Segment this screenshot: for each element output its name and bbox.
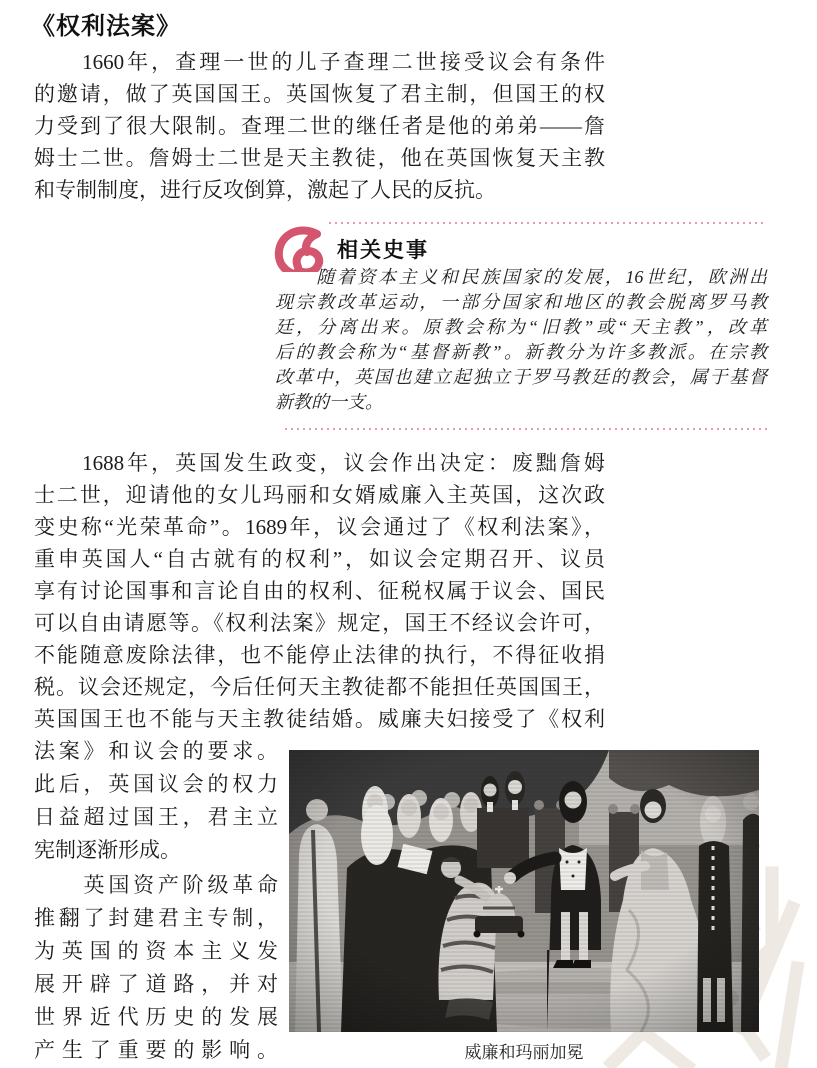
text-line: 享有讨论国事和言论自由的权利、征税权属于议会、国民 bbox=[34, 579, 605, 603]
text-line: 力受到了很大限制。查理二世的继任者是他的弟弟——詹 bbox=[34, 114, 605, 138]
text-line: 英国资产阶级革命 bbox=[34, 873, 278, 897]
text-line: 可以自由请愿等。《权利法案》规定，国王不经议会许可， bbox=[34, 611, 605, 635]
text-line: 士二世，迎请他的女儿玛丽和女婿威廉入主英国，这次政 bbox=[34, 483, 605, 507]
text-line: 随着资本主义和民族国家的发展，16世纪，欧洲出 bbox=[275, 267, 767, 287]
text-line: 廷，分离出来。原教会称为“旧教”或“天主教”，改革 bbox=[275, 317, 767, 337]
text-line: 姆士二世。詹姆士二世是天主教徒，他在英国恢复天主教 bbox=[34, 146, 605, 170]
text-line: 现宗教改革运动，一部分国家和地区的教会脱离罗马教 bbox=[275, 292, 767, 312]
text-line: 此后，英国议会的权力 bbox=[34, 772, 278, 796]
engraving-image bbox=[289, 750, 759, 1032]
text-line: 产生了重要的影响。 bbox=[34, 1038, 278, 1062]
text-line: 改革中，英国也建立起独立于罗马教廷的教会，属于基督 bbox=[275, 367, 767, 387]
text-line: 法案》和议会的要求。 bbox=[34, 739, 278, 763]
text-line: 宪制逐渐形成。 bbox=[34, 838, 181, 862]
related-history-box bbox=[275, 222, 767, 430]
related-box-text bbox=[275, 265, 767, 415]
figure-caption: 威廉和玛丽加冕 bbox=[464, 1043, 584, 1062]
text-line: 英国国王也不能与天主教徒结婚。威廉夫妇接受了《权利 bbox=[34, 707, 605, 731]
text-line: 为英国的资本主义发 bbox=[34, 939, 278, 963]
engraving-william-mary-coronation bbox=[289, 750, 759, 1032]
text-line: 1688年，英国发生政变，议会作出决定：废黜詹姆 bbox=[34, 451, 605, 475]
text-line: 1660年，查理一世的儿子查理二世接受议会有条件 bbox=[34, 50, 605, 74]
text-line: 和专制制度，进行反攻倒算，激起了人民的反抗。 bbox=[34, 178, 496, 202]
text-line: 新教的一支。 bbox=[275, 392, 383, 412]
text-line: 的邀请，做了英国国王。英国恢复了君主制，但国王的权 bbox=[34, 82, 605, 106]
paragraph-charles-restoration bbox=[34, 46, 605, 206]
text-line: 展开辟了道路，并对 bbox=[34, 972, 278, 996]
paragraph-glorious-revolution-continued bbox=[34, 735, 278, 867]
text-line: 推翻了封建君主专制， bbox=[34, 906, 278, 930]
text-line: 重申英国人“自古就有的权利”，如议会定期召开、议员 bbox=[34, 547, 605, 571]
text-line: 世界近代历史的发展 bbox=[34, 1005, 278, 1029]
text-line: 后的教会称为“基督新教”。新教分为许多教派。在宗教 bbox=[275, 342, 767, 362]
text-line: 变史称“光荣革命”。1689年，议会通过了《权利法案》， bbox=[34, 515, 605, 539]
related-box-title: 相关史事 bbox=[337, 239, 429, 262]
paragraph-revolution-impact bbox=[34, 869, 278, 1067]
text-line: 日益超过国王，君主立 bbox=[34, 805, 278, 829]
paragraph-glorious-revolution bbox=[34, 447, 605, 735]
dotted-border-bottom bbox=[285, 428, 767, 430]
page-title: 《权利法案》 bbox=[31, 13, 181, 40]
dotted-border-top bbox=[329, 222, 767, 224]
text-line: 税。议会还规定，今后任何天主教徒都不能担任英国国王， bbox=[34, 675, 605, 699]
text-line: 不能随意废除法律，也不能停止法律的执行，不得征收捐 bbox=[34, 643, 605, 667]
